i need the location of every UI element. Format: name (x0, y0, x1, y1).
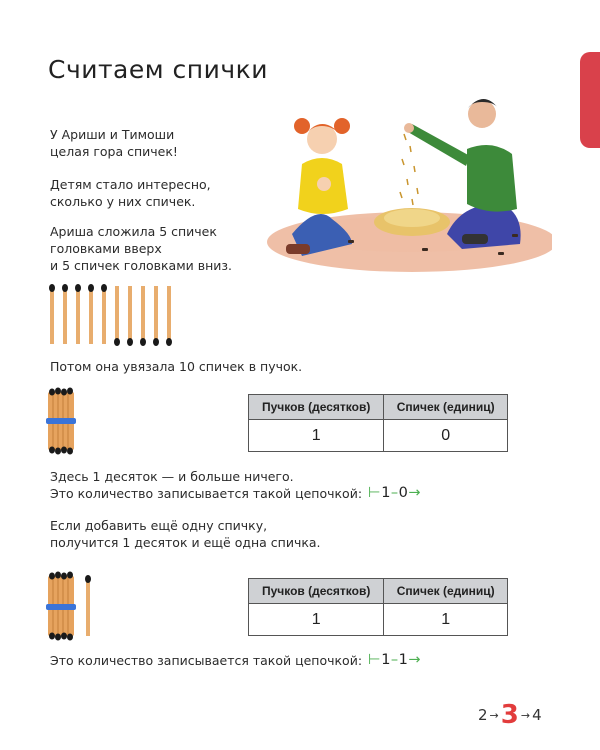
chain-digit: 1 (381, 652, 391, 668)
bundle-band (46, 604, 76, 610)
explain-3 (50, 652, 421, 669)
match (153, 286, 159, 346)
girl-figure (286, 118, 352, 256)
chain-end-arrow: → (408, 485, 422, 501)
header-bundles: Пучков (десятков) (249, 579, 384, 604)
match (62, 284, 68, 344)
header-bundles: Пучков (десятков) (249, 395, 384, 420)
match (88, 284, 94, 344)
explain-line: Если добавить ещё одну спичку, (50, 518, 268, 533)
intro-line: целая гора спичек! (50, 144, 178, 159)
matches-pile-top (384, 209, 440, 227)
match (127, 286, 133, 346)
chain-line (50, 485, 421, 502)
place-value-table-2 (248, 578, 508, 636)
header-units: Спичек (единиц) (384, 579, 508, 604)
number-chain-11 (368, 652, 421, 669)
explain-2 (50, 517, 321, 551)
arrow-icon: → (520, 708, 531, 722)
header-units: Спичек (единиц) (384, 395, 508, 420)
explain-1 (50, 468, 421, 502)
match (114, 286, 120, 346)
table-header-row (249, 579, 508, 604)
intro-paragraph-2 (50, 176, 211, 210)
chain-separator: – (390, 652, 399, 668)
intro-line: У Ариши и Тимоши (50, 127, 175, 142)
number-chain-10 (368, 485, 421, 502)
bundle-text: Потом она увязала 10 спичек в пучок. (50, 359, 303, 374)
explain-line: Это количество записывается такой цепочкой: (50, 486, 363, 501)
match (166, 286, 172, 346)
intro-line: сколько у них спичек. (50, 194, 196, 209)
children-illustration (262, 84, 552, 274)
chain-digit: 1 (381, 485, 391, 501)
chapter-tab (580, 52, 600, 148)
explain-line: получится 1 десяток и ещё одна спичка. (50, 535, 321, 550)
current-page-number: 3 (500, 700, 519, 730)
match (75, 284, 81, 344)
chain-start: ⊢ (368, 485, 382, 501)
bundle-band (46, 418, 76, 424)
match (140, 286, 146, 346)
intro-line: Детям стало интересно, (50, 177, 211, 192)
match (101, 284, 107, 344)
cell-bundles: 1 (249, 420, 384, 452)
next-page-number[interactable]: 4 (532, 706, 542, 724)
chain-separator: – (390, 485, 399, 501)
chain-start: ⊢ (368, 652, 382, 668)
table-row (249, 420, 508, 452)
prev-page-number[interactable]: 2 (478, 706, 488, 724)
page-title: Считаем спички (48, 55, 269, 84)
chain-digit: 0 (398, 485, 409, 501)
single-match (85, 575, 91, 636)
page-number-nav (478, 700, 542, 730)
intro-line: Ариша сложила 5 спичек (50, 224, 217, 239)
place-value-table-1 (248, 394, 508, 452)
cell-units: 0 (384, 420, 508, 452)
arrow-icon: → (489, 708, 499, 722)
match (49, 284, 55, 344)
table-row (249, 604, 508, 636)
bundle-plus-one-illustration (44, 570, 100, 642)
intro-paragraph-1 (50, 126, 178, 160)
matches-row-illustration (46, 282, 181, 346)
falling-matches (400, 134, 418, 205)
table-header-row (249, 395, 508, 420)
intro-line: и 5 спичек головками вниз. (50, 258, 233, 273)
bundle-illustration (44, 386, 80, 456)
explain-line: Это количество записывается такой цепочкой: (50, 653, 363, 668)
cell-bundles: 1 (249, 604, 384, 636)
intro-line: головками вверх (50, 241, 162, 256)
cell-units: 1 (384, 604, 508, 636)
intro-paragraph-3 (50, 223, 232, 274)
chain-end-arrow: → (408, 652, 422, 668)
explain-line: Здесь 1 десяток — и больше ничего. (50, 469, 294, 484)
chain-digit: 1 (398, 652, 409, 668)
